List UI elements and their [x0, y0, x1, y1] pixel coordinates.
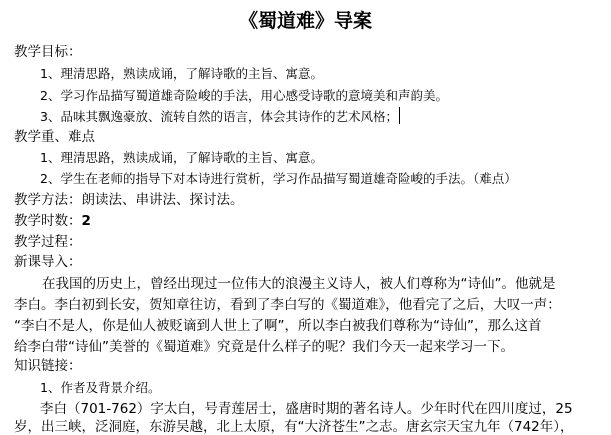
intro-line-3: “李白不是人，你是仙人被贬谪到人世上了啊”，所以李白被我们尊称为“诗仙”，那么这首	[14, 318, 542, 334]
teaching-process-heading: 教学过程：	[14, 234, 82, 250]
key-point-item-2: 2、学生在老师的指导下对本诗进行赏析，学习作品描写蜀道雄奇险峻的手法。（难点）	[40, 171, 517, 186]
objective-item-1: 1、理清思路，熟读成诵，了解诗歌的主旨、寓意。	[40, 66, 323, 81]
objective-item-3: 3、品味其飘逸豪放、流转自然的语言，体会其诗作的艺术风格；	[40, 109, 398, 124]
objective-item-2: 2、学习作品描写蜀道雄奇险峻的手法，用心感受诗歌的意境美和声韵美。	[40, 88, 448, 103]
teaching-hours-value: 2	[81, 213, 91, 229]
teaching-hours	[14, 213, 91, 229]
knowledge-item-1: 1、作者及背景介绍。	[40, 380, 161, 395]
teaching-methods: 教学方法：朗读法、串讲法、探讨法。	[14, 192, 244, 208]
intro-line-1: 在我国的历史上，曾经出现过一位伟大的浪漫主义诗人，被人们尊称为“诗仙”。他就是	[42, 276, 556, 292]
key-points-heading: 教学重、难点	[14, 129, 95, 145]
teaching-hours-label: 教学时数：	[14, 213, 82, 229]
key-point-item-1: 1、理清思路，熟读成诵，了解诗歌的主旨、寓意。	[40, 150, 323, 165]
bio-line-1: 李白（701-762）字太白，号青莲居士，盛唐时期的著名诗人。少年时代在四川度过，25	[40, 401, 573, 417]
intro-line-2: 李白。李白初到长安，贺知章往访，看到了李白写的《蜀道难》，他看完了之后，大叹一声：	[14, 297, 561, 313]
intro-line-4: 给李白带“诗仙”美誉的《蜀道难》究竟是什么样子的呢？我们今天一起来学习一下。	[14, 339, 514, 355]
intro-heading: 新课导入：	[14, 254, 82, 270]
bio-line-2: 岁，出三峡，泛洞庭，东游吴越，北上太原，有“大济苍生”之志。唐玄宗天宝九年（742年），	[14, 419, 574, 435]
document-title: 《蜀道难》导案	[238, 10, 372, 32]
text-cursor	[399, 107, 400, 124]
knowledge-heading: 知识链接：	[14, 358, 82, 374]
objectives-heading: 教学目标：	[14, 44, 82, 60]
